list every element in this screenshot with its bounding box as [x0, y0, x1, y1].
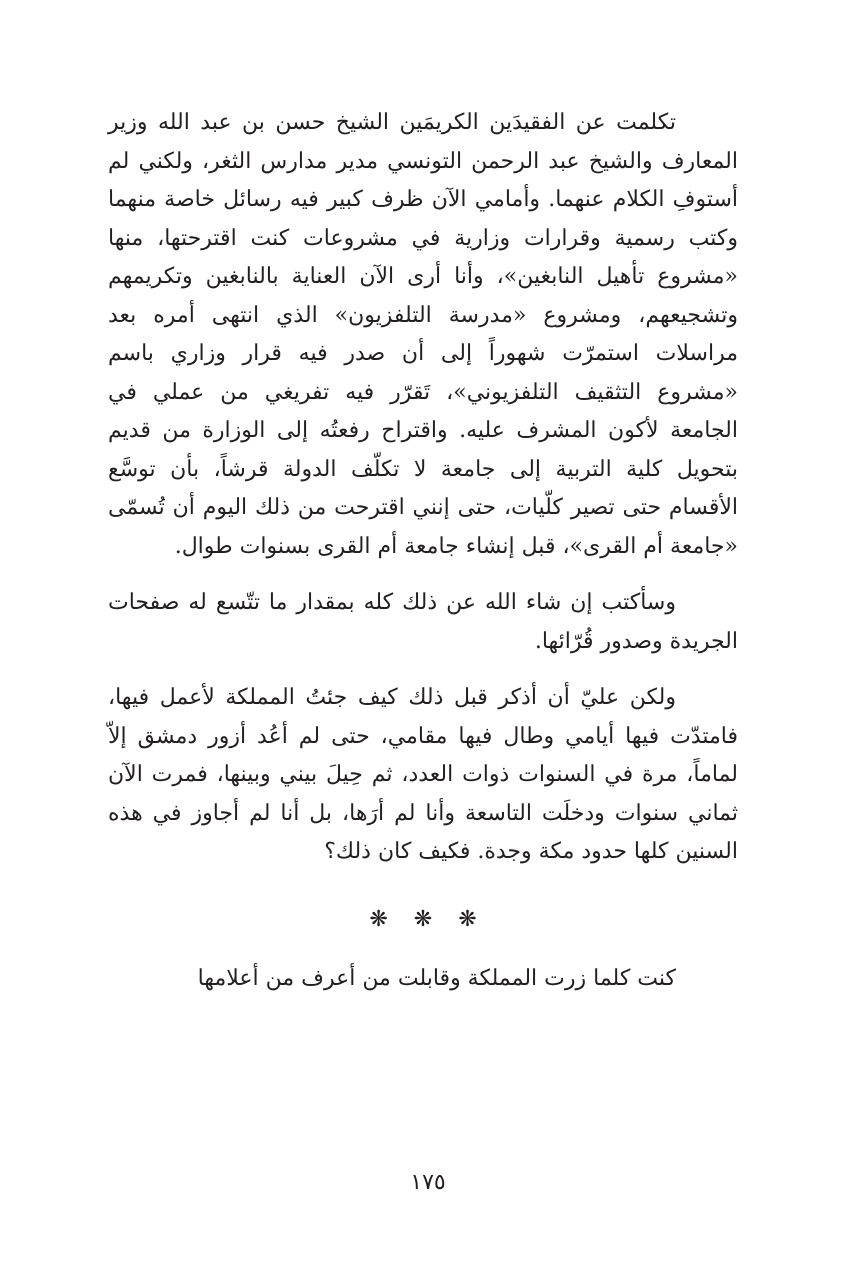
- asterism-icon: ❋: [369, 907, 388, 933]
- page-number: ١٧٥: [410, 1170, 446, 1195]
- paragraph-3: ولكن عليّ أن أذكر قبل ذلك كيف جئتُ المملكة لأعمل فيها، فامتدّت فيها أيامي وطال فيها مقامي، حتى لم أعُد أزور دمشق إلاّ لماماً، مرة في السنوات ذوات العدد، ثم حِيلَ بيني وبينها، فمرت الآن ثماني سنوات ودخلَت التاسعة وأنا لم أرَها، بل أنا لم أجاوز في هذه السنين كلها حدود مكة وجدة. فكيف كان ذلك؟: [108, 685, 738, 864]
- paragraph-4: كنت كلما زرت المملكة وقابلت من أعرف من أعلامها: [197, 965, 676, 991]
- paragraph-1: تكلمت عن الفقيدَين الكريمَين الشيخ حسن بن عبد الله وزير المعارف والشيخ عبد الرحمن التونسي مدير مدارس الثغر، ولكني لم أستوفِ الكلام عنهما. وأمامي الآن ظرف كبير فيه رسائل خاصة منهما وكتب رسمية وقرارات وزارية في مشروعات كنت اقترحتها، منها «مشروع تأهيل النابغين»، وأنا أرى الآن العناية بالنابغين وتكريمهم وتشجيعهم، ومشروع «مدرسة التلفزيون» الذي انتهى أمره بعد مراسلات استمرّت شهوراً إلى أن صدر فيه قرار وزاري باسم «مشروع التثقيف التلفزيوني»، تَقرّر فيه تفريغي من عملي في الجامعة لأكون المشرف عليه. واقتراح رفعتُه إلى الوزارة من قديم بتحويل كلية التربية إلى جامعة لا تكلّف الدولة قرشاً، بأن توسَّع الأقسام حتى تصير كلّيات، حتى إنني اقترحت من ذلك اليوم أن تُسمّى «جامعة أم القرى»، قبل إنشاء جامعة أم القرى بسنوات طوال.: [108, 110, 738, 559]
- page-body: [108, 104, 738, 998]
- asterism-icon: ❋: [413, 907, 433, 933]
- section-divider: [108, 882, 738, 960]
- asterism-icon: ❋: [458, 907, 477, 933]
- paragraph-2: وسأكتب إن شاء الله عن ذلك كله بمقدار ما تتّسع له صفحات الجريدة وصدور قُرّائها.: [108, 590, 738, 654]
